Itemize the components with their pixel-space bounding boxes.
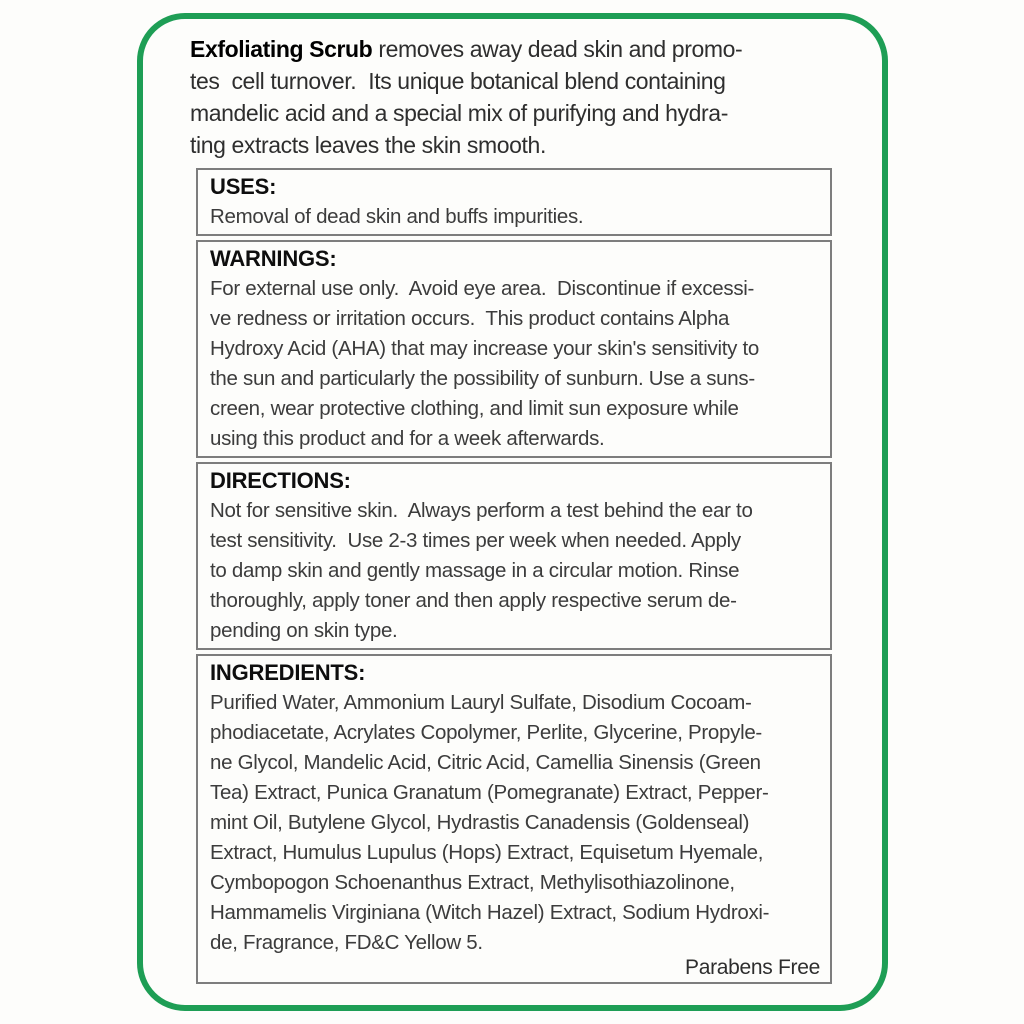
- text-line: Purified Water, Ammonium Lauryl Sulfate, Disodium Cocoam-: [210, 691, 752, 714]
- text-line: phodiacetate, Acrylates Copolymer, Perlite, Glycerine, Propyle-: [210, 721, 762, 744]
- text-line: Removal of dead skin and buffs impurities.: [210, 205, 584, 228]
- text-line: de, Fragrance, FD&C Yellow 5.: [210, 931, 483, 954]
- text-line: ne Glycol, Mandelic Acid, Citric Acid, Camellia Sinensis (Green: [210, 751, 761, 774]
- uses-text: [210, 202, 824, 232]
- text-line: creen, wear protective clothing, and limit sun exposure while: [210, 397, 739, 420]
- text-line: mandelic acid and a special mix of purifying and hydra-: [190, 100, 728, 126]
- description-first-line-rest: removes away dead skin and promo-: [372, 36, 743, 62]
- text-line: using this product and for a week afterwards.: [210, 427, 605, 450]
- text-line: Tea) Extract, Punica Granatum (Pomegranate) Extract, Pepper-: [210, 781, 769, 804]
- text-line: Extract, Humulus Lupulus (Hops) Extract, Equisetum Hyemale,: [210, 841, 764, 864]
- text-line: to damp skin and gently massage in a circular motion. Rinse: [210, 559, 740, 582]
- ingredients-section: [196, 654, 832, 984]
- description-remaining-lines: [190, 65, 846, 161]
- description-first-line: [190, 33, 846, 65]
- text-line: pending on skin type.: [210, 619, 398, 642]
- text-line: thoroughly, apply toner and then apply respective serum de-: [210, 589, 737, 612]
- text-line: the sun and particularly the possibility of sunburn. Use a suns-: [210, 367, 755, 390]
- text-line: ting extracts leaves the skin smooth.: [190, 132, 546, 158]
- directions-text: [210, 496, 824, 646]
- text-line: test sensitivity. Use 2-3 times per week when needed. Apply: [210, 529, 741, 552]
- parabens-free-note: Parabens Free: [684, 956, 820, 979]
- text-line: Hammamelis Virginiana (Witch Hazel) Extract, Sodium Hydroxi-: [210, 901, 770, 924]
- warnings-section: [196, 240, 832, 458]
- label-sections: [196, 168, 832, 984]
- directions-section: [196, 462, 832, 650]
- text-line: ve redness or irritation occurs. This product contains Alpha: [210, 307, 730, 330]
- text-line: Not for sensitive skin. Always perform a test behind the ear to: [210, 499, 753, 522]
- warnings-heading: WARNINGS:: [210, 246, 337, 271]
- product-name: Exfoliating Scrub: [190, 36, 373, 62]
- uses-section: [196, 168, 832, 236]
- product-label-card: [137, 13, 888, 1011]
- product-description: [190, 33, 846, 161]
- text-line: For external use only. Avoid eye area. Discontinue if excessi-: [210, 277, 755, 300]
- ingredients-text: [210, 688, 824, 958]
- warnings-text: [210, 274, 824, 454]
- uses-heading: USES:: [210, 174, 277, 199]
- ingredients-heading: INGREDIENTS:: [210, 660, 366, 685]
- directions-heading: DIRECTIONS:: [210, 468, 351, 493]
- text-line: Hydroxy Acid (AHA) that may increase your skin's sensitivity to: [210, 337, 759, 360]
- text-line: tes cell turnover. Its unique botanical blend containing: [190, 68, 726, 94]
- text-line: mint Oil, Butylene Glycol, Hydrastis Canadensis (Goldenseal): [210, 811, 750, 834]
- text-line: Cymbopogon Schoenanthus Extract, Methylisothiazolinone,: [210, 871, 735, 894]
